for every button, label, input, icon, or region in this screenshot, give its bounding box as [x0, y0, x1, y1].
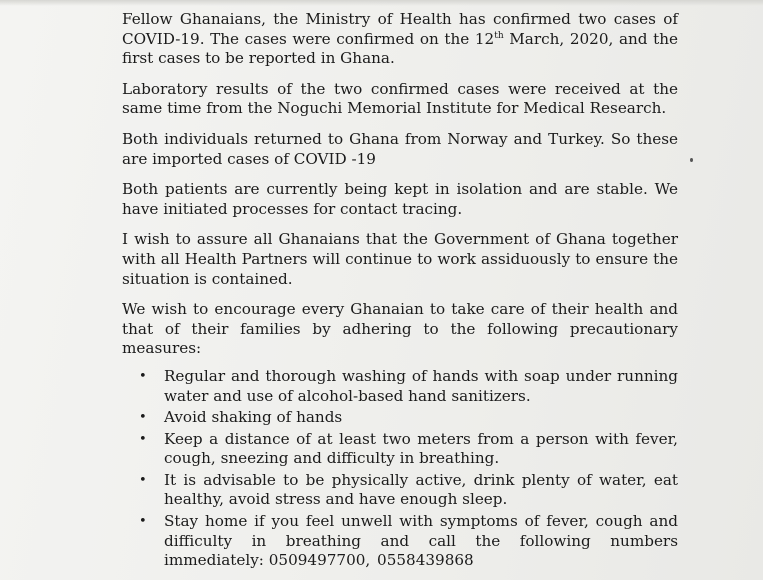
list-item: • Regular and thorough washing of hands with soap under running water and use of alcohol-based hand sanitizers.	[164, 367, 678, 406]
paragraph-assurance: I wish to assure all Ghanaians that the Government of Ghana together with all Health Partners will continue to work assiduously to ensure the situation is contained.	[122, 230, 678, 288]
paragraph-text: Fellow Ghanaians, the Ministry of Health has confirmed two cases of COVID-19. The cases were confirmed on the 12	[122, 10, 678, 48]
paragraph-travel-origin: Both individuals returned to Ghana from Norway and Turkey. So these are imported cases of COVID -19	[122, 129, 678, 168]
ink-speck	[690, 158, 693, 162]
phone-numbers: 0509497700, 0558439868	[268, 551, 474, 570]
list-item: • Avoid shaking of hands	[164, 408, 678, 428]
paragraph-lab-results: Laboratory results of the two confirmed cases were received at the same time from the Noguchi Memorial Institute for Medical Research.	[122, 79, 678, 118]
list-item: • Keep a distance of at least two meters from a person with fever, cough, sneezing and difficulty in breathing.	[164, 430, 678, 469]
statement-body	[122, 10, 678, 573]
paragraph-confirmed-cases	[122, 10, 678, 69]
paragraph-precautions-intro: We wish to encourage every Ghanaian to take care of their health and that of their families by adhering to the following precautionary measures:	[122, 300, 678, 358]
list-item	[164, 512, 678, 571]
precautionary-measures-list	[122, 367, 678, 571]
list-item: • It is advisable to be physically active, drink plenty of water, eat healthy, avoid stress and have enough sleep.	[164, 471, 678, 510]
paragraph-isolation: Both patients are currently being kept in isolation and are stable. We have initiated processes for contact tracing.	[122, 180, 678, 218]
ordinal-suffix: th	[494, 30, 504, 41]
paragraph-text: March, 2020, and the first cases to be reported in Ghana.	[122, 29, 679, 68]
list-item-text: Stay home if you feel unwell with symptoms of fever, cough and difficulty in breathing and call the following numbers immediately:	[164, 512, 678, 570]
